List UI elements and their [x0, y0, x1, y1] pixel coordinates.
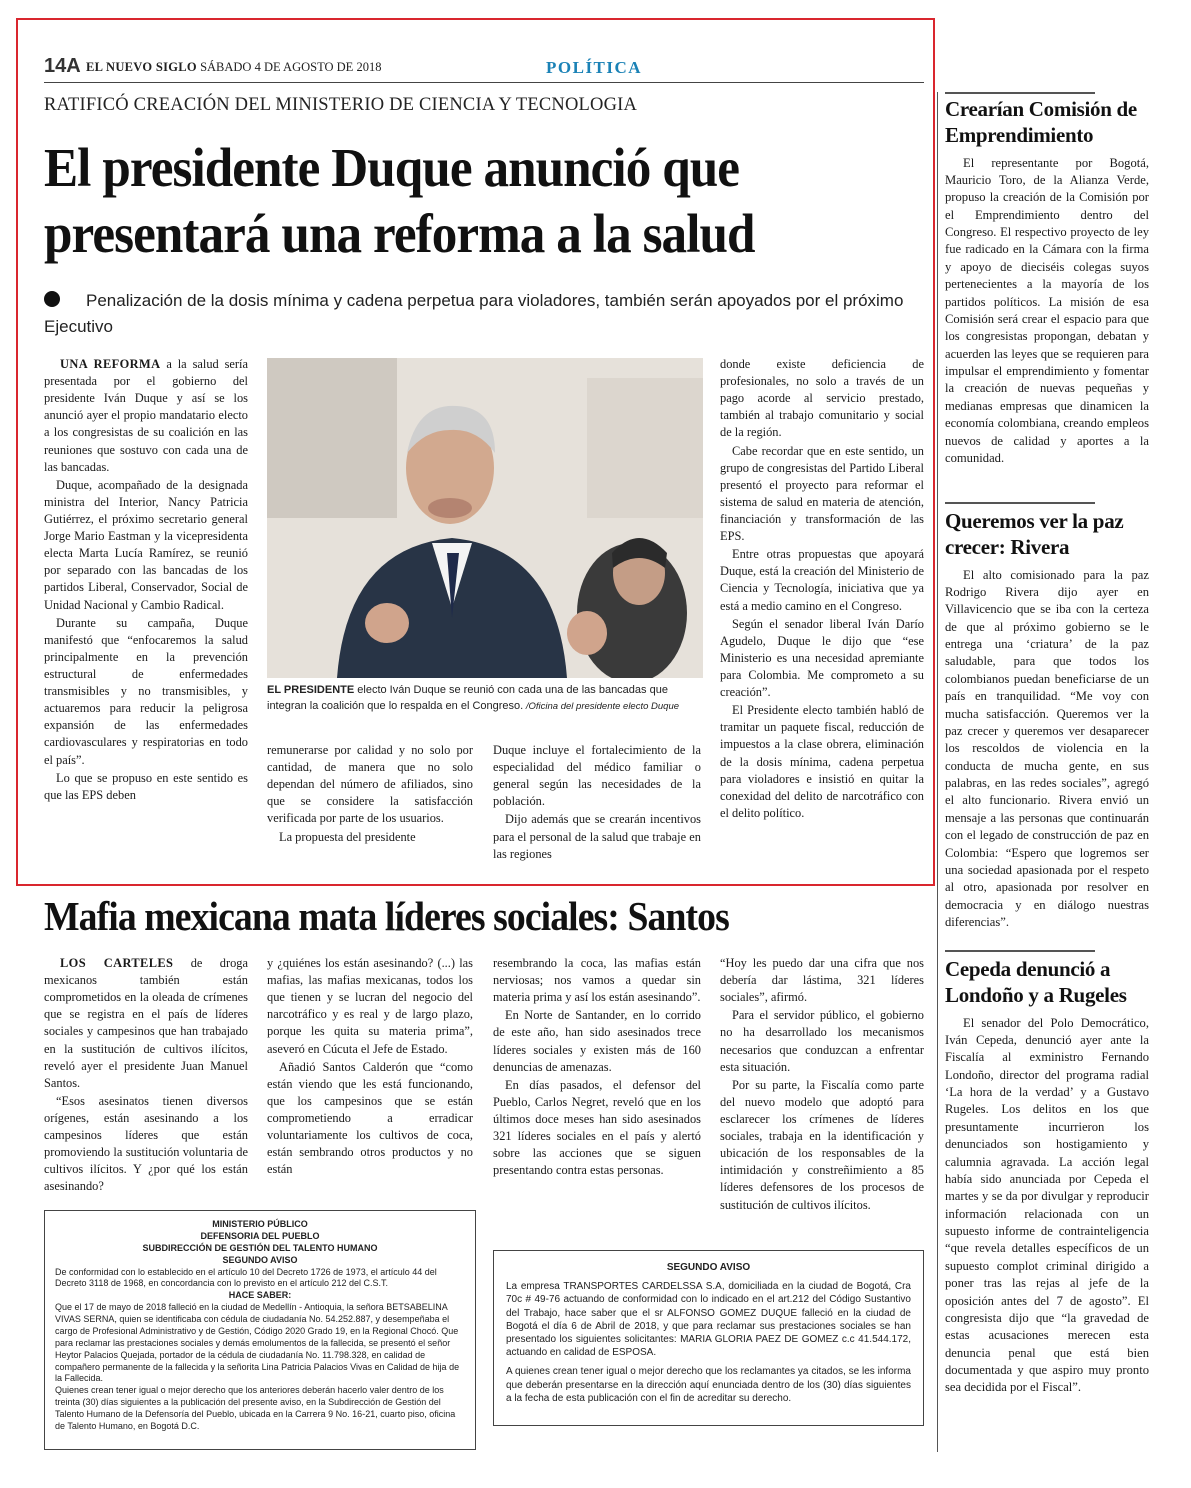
paragraph: Añadió Santos Calderón que “como están viendo que les está funcionando, que los campesinos que se están comprometiendo a erradicar voluntariamente los cultivos de coca, están sembrando otros productos y no están	[267, 1059, 473, 1177]
notice-paragraph: Quienes crean tener igual o mejor derecho que los anteriores deberán hacerlo valer dentro de los treinta (30) días siguientes a la publicación del presente aviso, en la Subdirección de Gestión del Talento Humano de la Defensoría del Pueblo, ubicada en la Carrera 9 No. 16-21, cuarto piso, oficina de Talento Humano, en Bogotá D.C.	[55, 1385, 456, 1431]
paragraph: “Esos asesinatos tienen diversos orígenes, están asesinando a los campesinos líderes que están promoviendo la sustitución voluntaria de cultivos ilícitos. Y ¿por qué los están asesinando?	[44, 1093, 248, 1194]
paragraph: Duque, acompañado de la designada ministra del Interior, Nancy Patricia Gutiérrez, el próximo secretario general Jorge Mario Eastman y la vicepresidenta electa Marta Lucía Ramírez, se reunió por separado con las bancadas de los partidos Liberal, Conservador, Social de Unidad Nacional y Cambio Radical.	[44, 477, 248, 612]
paragraph: Dijo además que se crearán incentivos para el personal de la salud que trabaje en las regiones	[493, 812, 701, 861]
paragraph: donde existe deficiencia de profesionales, no solo a través de un pago acorde al servicio prestado, también al trabajo comunitario y social de la región.	[720, 357, 924, 440]
brief-title: Crearían Comisión de Emprendimiento	[945, 97, 1137, 148]
subheadline: Penalización de la dosis mínima y cadena perpetua para violadores, también serán apoyados por el próximo Ejecutivo	[44, 291, 904, 336]
caption-lead: EL PRESIDENTE	[267, 684, 355, 696]
brief-title: Queremos ver la paz crecer: Rivera	[945, 509, 1124, 560]
brief-body	[945, 155, 1149, 468]
masthead-rule	[44, 82, 924, 83]
notice-paragraph: Que el 17 de mayo de 2018 falleció en la ciudad de Medellín - Antioquia, la señora BETSABELINA VIVAS SERNA, quien se identificaba con cédula de ciudadanía No. 54.252.887, y desempeñaba el cargo de Profesional Administrativo y de Gestión, Código 2020 Grado 19, en la Regional Chocó. Que para reclamar las prestaciones sociales y demás emolumentos de la fallecida, se presentó el señor Heytor Palacios Quejada, portador de la cédula de ciudadanía No. 11.798.328, en calidad de compañero permanente de la fallecida y la señorita Lina Patricia Palacios Vivas en Calidad de hija de la Fallecida.	[55, 1302, 460, 1384]
paragraph: En Norte de Santander, en lo corrido de este año, han sido asesinados trece líderes sociales y existen más de 160 denuncias de amenazas.	[493, 1008, 701, 1074]
page-number: 14A	[44, 55, 81, 77]
notice-line: SEGUNDO AVISO	[222, 1254, 298, 1265]
second-col-3	[493, 955, 701, 1180]
caption-text: electo Iván Duque se reunió con cada una de las bancadas que integran la coalición que lo respalda en el Congreso.	[267, 684, 668, 712]
sidebar-brief-3	[945, 956, 1149, 1397]
main-col-2	[267, 742, 473, 847]
paragraph: El senador del Polo Democrático, Iván Cepeda, denunció ayer ante la Fiscalía al exministro Fernando Londoño, director del programa radial ‘La hora de la verdad’ y a Gustavo Rugeles. Los delitos en los que presuntamente incurrieron los denunciados son hostigamiento y calumnia agravada. La acción legal había sido anunciada por Cepeda el martes y se da por divulgar y reproducir información relacionada con un supuesto informe de contrainteligencia “que revela detalles específicos de un supuesto complot criminal dirigido a poner tras las rejas al jefe de la oposición antes del 7 de agosto”. El congresista dijo que “la gravedad de estas acusaciones merecen esta denuncia penal que está bien documentada y que aspiro muy pronto sea decidida por el Fiscal”.	[945, 1015, 1149, 1395]
second-col-4	[720, 955, 924, 1215]
lead-words: LOS CARTELES	[60, 956, 174, 970]
kicker: RATIFICÓ CREACIÓN DEL MINISTERIO DE CIENCIA Y TECNOLOGIA	[44, 95, 638, 115]
president-photo	[267, 358, 703, 678]
paragraph: remunerarse por calidad y no solo por cantidad, de manera que no solo dependan del número de afiliados, sino que se considere la satisfacción verificada por parte de los usuarios.	[267, 743, 473, 826]
issue-date: SÁBADO 4 DE AGOSTO DE 2018	[200, 60, 382, 74]
main-col-1	[44, 356, 248, 805]
notice-line: MINISTERIO PÚBLICO	[212, 1219, 308, 1229]
main-col-4	[720, 356, 924, 823]
paragraph: Entre otras propuestas que apoyará Duque, está la creación del Ministerio de Ciencia y Tecnología, iniciativa que ya está a medio camino en el Congreso.	[720, 547, 924, 613]
sidebar-divider	[937, 92, 938, 1452]
sidebar-rule	[945, 950, 1095, 952]
main-headline: El presidente Duque anunció que presentará una reforma a la salud	[44, 137, 755, 264]
paragraph: El Presidente electo también habló de tramitar un paquete fiscal, reducción de impuestos a la clase obrera, eliminación de la dosis mínima, cadena perpetua para violadores e insistió en quitar la conexidad del delito de narcotráfico con el delito político.	[720, 703, 924, 820]
sidebar-brief-2	[945, 508, 1149, 931]
notice-line: SUBDIRECCIÓN DE GESTIÓN DEL TALENTO HUMANO	[142, 1242, 378, 1253]
paragraph: La propuesta del presidente	[279, 829, 416, 844]
notice-line: DEFENSORIA DEL PUEBLO	[200, 1230, 320, 1241]
paragraph: El alto comisionado para la paz Rodrigo Rivera dijo ayer en Villavicencio que se iba con la certeza de que al próximo gobierno se le entrega una ‘criatura’ de la paz saludable, para que todos los colombianos puedan beneficiarse de un país en tranquilidad. “Me voy con mucha satisfacción. Queremos ver la paz crecer y queremos ver desaparecer los rescoldos de violencia en la conducta de mucha gente, en sus palabras, en las redes sociales”, agregó el alto funcionario. Rivera envió un mensaje a las personas que continuarán con el legado de construcción de paz en Colombia: “Espero que logremos ser una sociedad apasionada por el respeto al otro, apasionada por resolver en democracia y en diálogo nuestras diferencias”.	[945, 567, 1149, 929]
paragraph: Cabe recordar que en este sentido, un grupo de congresistas del Partido Liberal presentó el proyecto para reformar el sistema de salud en materia de atención, financiación y transformación de las EPS.	[720, 443, 924, 544]
paragraph: y ¿quiénes los están asesinando? (...) las mafias, las mafias mexicanas, todos los que tienen y se lucran del negocio del narcotráfico y es real y de largo plazo, porque les quita su materia prima”, aseveró en Cúcuta el Jefe de Estado.	[267, 956, 473, 1056]
photo-caption	[267, 683, 703, 715]
paragraph: resembrando la coca, las mafias están nerviosas; nos vamos a quedar sin materia prima y así los están asesinando”.	[493, 956, 701, 1005]
paper-name: EL NUEVO SIGLO	[86, 60, 197, 74]
lead-words: UNA REFORMA	[60, 357, 161, 371]
second-headline: Mafia mexicana mata líderes sociales: Santos	[44, 893, 729, 939]
photo-illustration	[267, 358, 703, 678]
paragraph: “Hoy les puedo dar una cifra que nos debería dar lástima, 321 líderes sociales”, afirmó.	[720, 956, 924, 1005]
paragraph: Duque incluye el fortalecimiento de la especialidad del médico familiar o general según las necesidades de la población.	[493, 743, 701, 809]
legal-notice-defensoria	[44, 1210, 476, 1450]
sidebar-rule	[945, 92, 1095, 94]
notice-paragraph: La empresa TRANSPORTES CARDELSSA S.A, domiciliada en la ciudad de Bogotá, Cra 70c # 49-76 actuando de conformidad con lo indicado en el art.212 del Código Sustantivo del Trabajo, hace saber que el sr ALFONSO GOMEZ DUQUE falleció en la ciudad de Bogotá el día 6 de Abril de 2018, y que para reclamar sus prestaciones sociales se han presentado los siguientes solicitantes: MARIA GLORIA PAEZ DE GOMEZ c.c 41.544.172, actuando en calidad de ESPOSA.	[506, 1281, 911, 1359]
brief-body	[945, 567, 1149, 932]
sidebar-brief-1	[945, 96, 1149, 467]
paragraph: En días pasados, el defensor del Pueblo, Carlos Negret, reveló que en los últimos doce meses han sido asesinados 321 líderes sociales en el país y alertó sobre las acciones que se siguen presentando contra estas personas.	[493, 1077, 701, 1178]
paragraph: Durante su campaña, Duque manifestó que “enfocaremos la salud principalmente en la prevención estructural de enfermedades transmisibles y no transmisibles, y actuaremos para reducir la peligrosa expansión de las enfermedades cardiovasculares y respiratorias en todo el país”.	[44, 615, 248, 767]
paragraph: Para el servidor público, el gobierno no ha desarrollado los mecanismos necesarios que conduzcan a enfrentar esta situación.	[720, 1008, 924, 1074]
brief-title: Cepeda denunció a Londoño y a Rugeles	[945, 957, 1127, 1008]
notice-line: HACE SABER:	[228, 1290, 292, 1301]
paragraph: Por su parte, la Fiscalía como parte del nuevo modelo que adoptó para esclarecer los crímenes de líderes sociales, trabaja en la identificación y ubicación de los responsables de la intimidación y constreñimiento a 85 líderes defensores de los procesos de sustitución de cultivos ilícitos.	[720, 1077, 924, 1212]
paragraph: de droga mexicanos también están comprometidos en la oleada de crímenes que se registra en el país de líderes sociales y campesinos que han trabajado en la sustitución de cultivos ilícitos, reveló ayer el presidente Juan Manuel Santos.	[44, 956, 248, 1090]
masthead	[86, 60, 381, 75]
photo-credit: /Oficina del presidente electo Duque	[523, 700, 680, 712]
brief-body	[945, 1015, 1149, 1397]
sidebar-rule	[945, 502, 1095, 504]
main-col-3	[493, 742, 701, 864]
second-col-1	[44, 955, 248, 1197]
legal-notice-cardelssa	[493, 1250, 924, 1426]
paragraph: Según el senador liberal Iván Darío Agudelo, Duque le dijo que “ese Ministerio es una necesidad apremiante para Colombia. Me comprometo a su creación”.	[720, 616, 924, 700]
paragraph: El representante por Bogotá, Mauricio Toro, de la Alianza Verde, propuso la creación de la Comisión por el Emprendimiento dentro del Congreso. El respectivo proyecto de ley fue radicado en la Cámara con la firma y apoyo de dieciséis colegas suyos pertenecientes a la mayoría de los partidos políticos. La misión de esa Comisión será crear el espacio para que los congresistas propongan, debatan y acuerden las leyes que se requieren para impulsar el emprendimiento y fomentar la creación de nuevas pequeñas y medianas empresas que dinamicen la economía colombiana, creando empleos nuevos de calidad y aportes a la comunidad.	[945, 155, 1149, 465]
notice-paragraph: De conformidad con lo establecido en el artículo 10 del Decreto 1726 de 1973, el artículo 44 del Decreto 3118 de 1968, en concordancia con lo previsto en el artículo 212 del C.S.T.	[55, 1266, 437, 1289]
notice-title: SEGUNDO AVISO	[666, 1262, 751, 1273]
second-col-2	[267, 955, 473, 1179]
paragraph: Lo que se propuso en este sentido es que las EPS deben	[44, 770, 248, 802]
paragraph: a la salud sería presentada por el gobierno del presidente Iván Duque y así se los anunció ayer el propio mandatario electo a los congresistas de su coalición en las reuniones que sostuvo con cada una de las bancadas.	[44, 357, 248, 474]
notice-paragraph: A quienes crean tener igual o mejor derecho que los reclamantes ya citados, se les informa que deberán presentarse en la dirección aquí enunciada dentro de los (30) días siguientes a la fecha de esta publicación con el fin de acreditar su derecho.	[506, 1366, 911, 1404]
section-label: POLÍTICA	[546, 58, 643, 77]
